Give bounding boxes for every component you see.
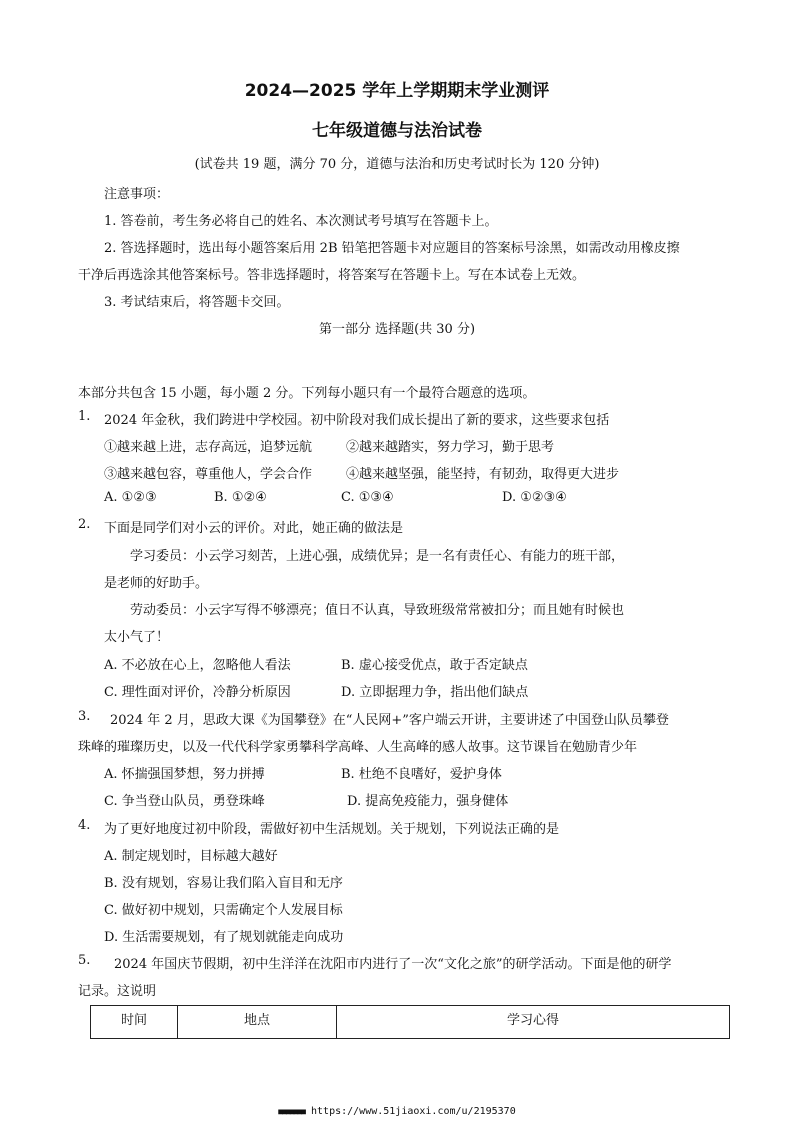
notice-item-1: 1. 答卷前，考生务必将自己的姓名、本次测试考号填写在答题卡上。 — [104, 214, 498, 229]
footer-url[interactable]: https://www.51jiaoxi.com/u/2195370 — [311, 1106, 516, 1117]
footer-watermark-marks: ■■■■■■■ — [278, 1107, 305, 1116]
q4-option-a: A. 制定规划时，目标越大越好 — [104, 849, 278, 864]
q2-stem: 下面是同学们对小云的评价。对此，她正确的做法是 — [104, 521, 404, 536]
q2-option-b: B. 虚心接受优点，敢于否定缺点 — [341, 658, 528, 673]
q1-option-a: A. ①②③ — [104, 490, 157, 505]
q4-number: 4. — [78, 818, 91, 833]
q3-stem: 2024 年 2 月，思政大课《为国攀登》在“人民网+”客户端云开讲，主要讲述了中国登山队员攀登 — [110, 713, 669, 728]
q5-stem: 2024 年国庆节假期，初中生洋洋在沈阳市内进行了一次“文化之旅”的研学活动。下面是他的研学 — [114, 957, 672, 972]
table-header-time: 时间 — [91, 1006, 178, 1039]
q5-record-table — [90, 1005, 730, 1039]
q4-option-c: C. 做好初中规划，只需确定个人发展目标 — [104, 903, 343, 918]
q2-number: 2. — [78, 517, 91, 532]
q5-stem-cont: 记录。这说明 — [78, 984, 157, 999]
notice-item-3: 3. 考试结束后，将答题卡交回。 — [104, 295, 290, 310]
q3-option-a: A. 怀揣强国梦想，努力拼搏 — [104, 767, 265, 782]
q3-option-b: B. 杜绝不良嗜好，爱护身体 — [341, 767, 502, 782]
notice-heading: 注意事项： — [104, 187, 170, 202]
exam-title: 2024—2025 学年上学期期末学业测评 — [244, 81, 550, 101]
q4-option-b: B. 没有规划，容易让我们陷入盲目和无序 — [104, 876, 343, 891]
q2-option-a: A. 不必放在心上，忽略他人看法 — [104, 658, 291, 673]
section-title: 第一部分 选择题(共 30 分) — [318, 322, 476, 337]
q3-option-c: C. 争当登山队员，勇登珠峰 — [104, 794, 265, 809]
exam-info: (试卷共 19 题，满分 70 分，道德与法治和历史考试时长为 120 分钟) — [194, 157, 600, 172]
q1-stem: 2024 年金秋，我们跨进中学校园。初中阶段对我们成长提出了新的要求，这些要求包括 — [104, 413, 610, 428]
q3-number: 3. — [78, 709, 91, 724]
q4-option-d: D. 生活需要规划，有了规划就能走向成功 — [104, 930, 344, 945]
table-header-notes: 学习心得 — [337, 1006, 730, 1039]
q2-passage-2-cont: 太小气了！ — [104, 630, 170, 645]
q1-option-b: B. ①②④ — [214, 490, 267, 505]
q1-statement-2: ②越来越踏实，努力学习，勤于思考 — [346, 440, 555, 455]
q4-stem: 为了更好地度过初中阶段，需做好初中生活规划。关于规划，下列说法正确的是 — [104, 822, 560, 837]
q2-passage-1: 学习委员：小云学习刻苦，上进心强，成绩优异；是一名有责任心、有能力的班干部， — [130, 549, 625, 564]
q1-statement-3: ③越来越包容，尊重他人，学会合作 — [104, 467, 313, 482]
q1-number: 1. — [78, 409, 91, 424]
q2-passage-2: 劳动委员：小云字写得不够漂亮；值日不认真，导致班级常常被扣分；而且她有时候也 — [130, 603, 625, 618]
section-intro: 本部分共包含 15 小题，每小题 2 分。下列每小题只有一个最符合题意的选项。 — [78, 386, 536, 401]
q3-stem-cont: 珠峰的璀璨历史，以及一代代科学家勇攀科学高峰、人生高峰的感人故事。这节课旨在勉励青少年 — [78, 740, 638, 755]
notice-item-2: 2. 答选择题时，选出每小题答案后用 2B 铅笔把答题卡对应题目的答案标号涂黑，如需改动用橡皮擦 — [104, 241, 680, 256]
q5-number: 5. — [78, 953, 91, 968]
table-header-place: 地点 — [178, 1006, 337, 1039]
q3-option-d: D. 提高免疫能力，强身健体 — [347, 794, 509, 809]
q2-option-d: D. 立即据理力争，指出他们缺点 — [341, 685, 529, 700]
q1-option-d: D. ①②③④ — [502, 490, 567, 505]
q1-statement-4: ④越来越坚强，能坚持，有韧劲，取得更大进步 — [346, 467, 620, 482]
page-footer — [0, 1106, 794, 1117]
q2-option-c: C. 理性面对评价，冷静分析原因 — [104, 685, 291, 700]
q1-option-c: C. ①③④ — [341, 490, 394, 505]
notice-item-2-cont: 干净后再选涂其他答案标号。答非选择题时，将答案写在答题卡上。写在本试卷上无效。 — [78, 268, 586, 283]
exam-subtitle: 七年级道德与法治试卷 — [312, 121, 482, 141]
q1-statement-1: ①越来越上进，志存高远，追梦远航 — [104, 440, 313, 455]
table-header-row — [91, 1006, 730, 1039]
q2-passage-1-cont: 是老师的好助手。 — [104, 576, 209, 591]
